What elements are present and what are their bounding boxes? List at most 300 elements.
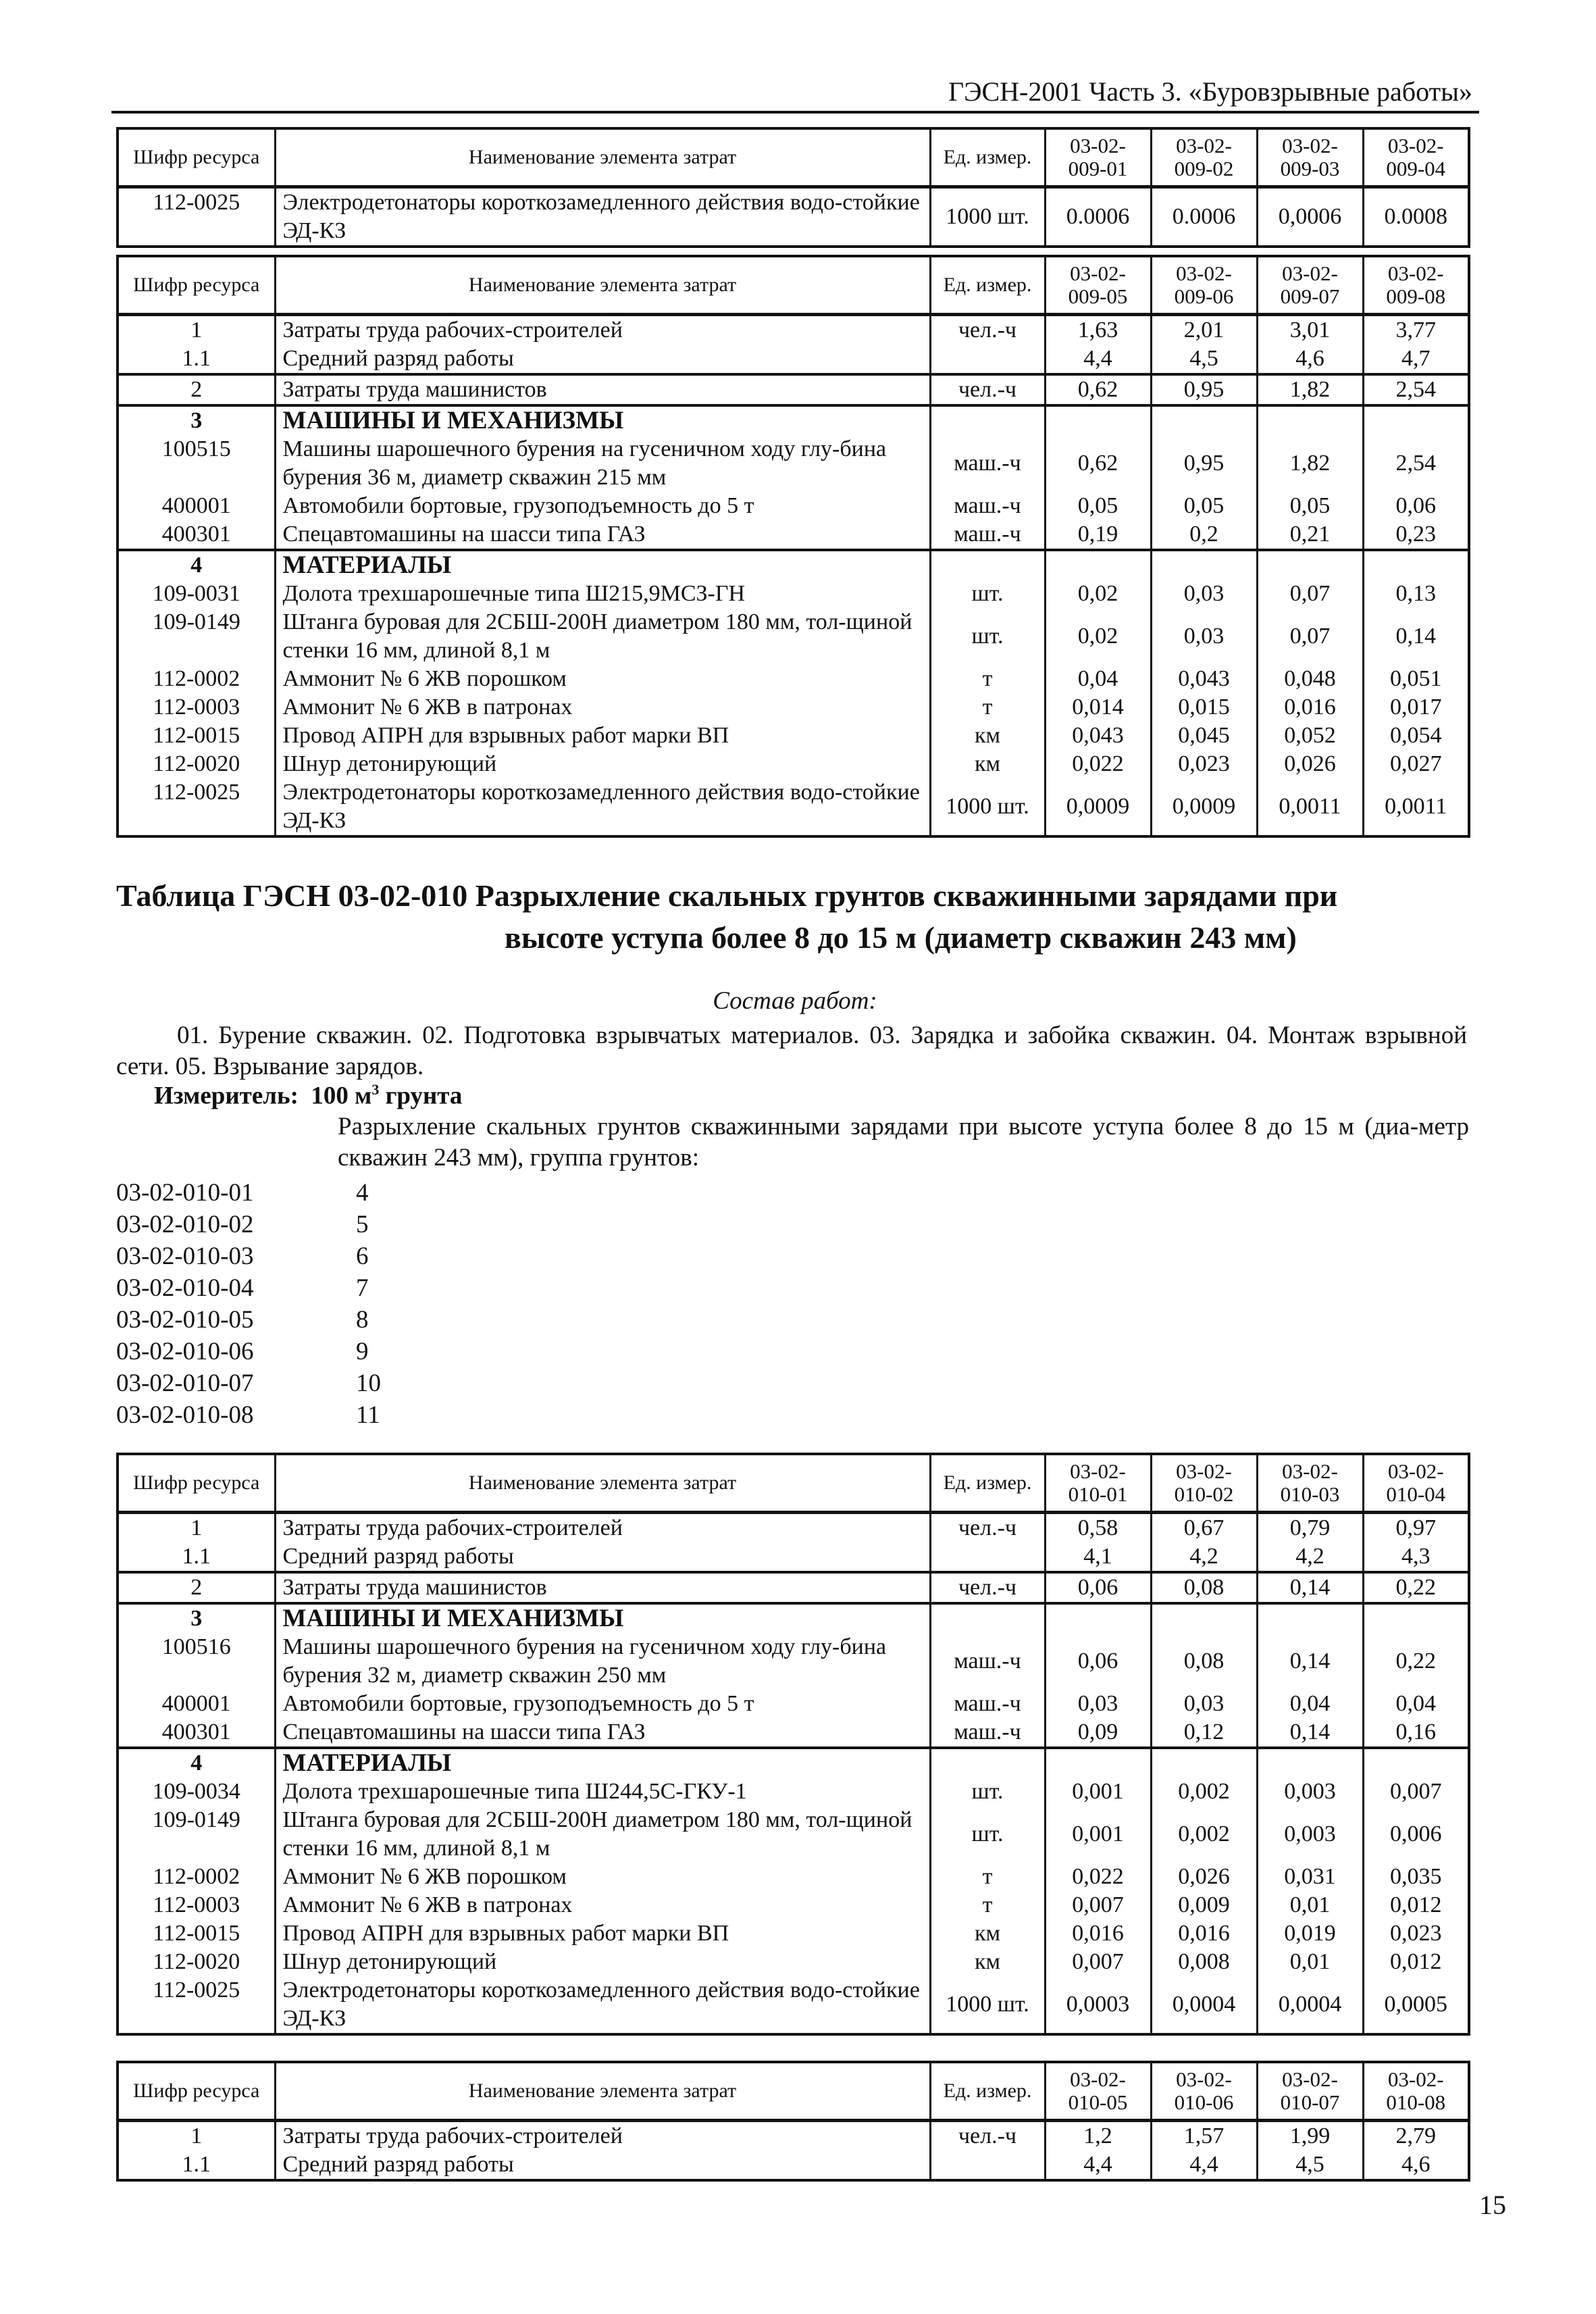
norm-value (1257, 550, 1363, 580)
resource-code: 112-0002 (118, 1863, 275, 1891)
norm-value: 4,5 (1151, 345, 1257, 374)
table-row (118, 1748, 1469, 1778)
variant-code-top: 03-02- (1387, 1459, 1444, 1483)
norm-value: 4,4 (1045, 345, 1151, 374)
column-header-name: Наименование элемента затрат (275, 1454, 930, 1513)
variant-code: 03-02-010-05 (116, 1306, 254, 1334)
norm-value: 0,051 (1363, 665, 1469, 693)
norm-value: 0,023 (1363, 1919, 1469, 1948)
norm-value: 0,0005 (1363, 1976, 1469, 2034)
variant-code-bottom: 009-03 (1280, 157, 1340, 180)
table-row (118, 750, 1469, 778)
cost-element-name: Аммонит № 6 ЖВ порошком (275, 665, 930, 693)
norm-value: 0,16 (1363, 1718, 1469, 1748)
norm-value: 0,043 (1151, 665, 1257, 693)
norm-value: 0,017 (1363, 693, 1469, 722)
column-header-code: Шифр ресурса (118, 1454, 275, 1513)
table-row (118, 1976, 1469, 2034)
resource-code: 112-0002 (118, 665, 275, 693)
variant-code-top: 03-02- (1070, 1459, 1126, 1483)
norm-value: 0.0008 (1363, 187, 1469, 247)
norm-value: 0,023 (1151, 750, 1257, 778)
cost-element-name: МАШИНЫ И МЕХАНИЗМЫ (275, 405, 930, 435)
variant-code-top: 03-02- (1387, 2067, 1444, 2091)
variant-code-top: 03-02- (1387, 261, 1444, 285)
norm-value: 0,0006 (1257, 187, 1363, 247)
column-header-code: Шифр ресурса (118, 256, 275, 315)
norm-value: 0.0006 (1151, 187, 1257, 247)
cost-element-name: Затраты труда машинистов (275, 374, 930, 405)
table-row (118, 608, 1469, 665)
variant-code: 03-02-010-04 (116, 1274, 254, 1302)
norm-value: 0,79 (1257, 1513, 1363, 1543)
table-row (118, 778, 1469, 836)
norm-value: 0,022 (1045, 750, 1151, 778)
unit-of-measure: чел.-ч (930, 2121, 1045, 2151)
norm-value: 0,08 (1151, 1633, 1257, 1690)
header-rule (111, 111, 1479, 114)
resource-code: 3 (118, 405, 275, 435)
unit-of-measure: шт. (930, 608, 1045, 665)
table-title-line-2: высоте уступа более 8 до 15 м (диаметр скважин 243 мм) (505, 920, 1297, 955)
norm-value (1151, 1603, 1257, 1633)
column-header-name: Наименование элемента затрат (275, 128, 930, 187)
resource-code: 1 (118, 2121, 275, 2151)
soil-group: 6 (356, 1242, 369, 1270)
cost-element-name: Автомобили бортовые, грузоподъемность до 5 т (275, 492, 930, 520)
norm-value (1045, 1748, 1151, 1778)
variant-list-item (116, 1272, 381, 1304)
norm-value: 0,008 (1151, 1948, 1257, 1976)
norm-value: 0,0011 (1363, 778, 1469, 836)
soil-group: 8 (356, 1306, 369, 1334)
table-row (118, 693, 1469, 722)
norms-table-009-01-04 (116, 127, 1470, 248)
norm-value (1363, 550, 1469, 580)
cost-element-name: Затраты труда рабочих-строителей (275, 2121, 930, 2151)
column-header-name: Наименование элемента затрат (275, 256, 930, 315)
soil-group: 7 (356, 1274, 369, 1302)
norm-value: 0,003 (1257, 1778, 1363, 1806)
norm-value: 0,0009 (1151, 778, 1257, 836)
variant-code-top: 03-02- (1282, 1459, 1338, 1483)
table-row (118, 1690, 1469, 1718)
resource-code: 1 (118, 315, 275, 345)
norm-value: 0,03 (1151, 1690, 1257, 1718)
cost-element-name: Автомобили бортовые, грузоподъемность до 5 т (275, 1690, 930, 1718)
norm-value: 0,007 (1363, 1778, 1469, 1806)
norm-value: 0,12 (1151, 1718, 1257, 1748)
norm-value: 0,22 (1363, 1633, 1469, 1690)
variant-list (116, 1177, 381, 1431)
norm-value: 1,2 (1045, 2121, 1151, 2151)
norm-value (1045, 1603, 1151, 1633)
unit-of-measure: маш.-ч (930, 1690, 1045, 1718)
norm-value: 4,2 (1151, 1542, 1257, 1572)
column-header-variant (1151, 256, 1257, 315)
norm-value: 0,009 (1151, 1891, 1257, 1919)
unit-of-measure: чел.-ч (930, 1513, 1045, 1543)
norm-value: 0,13 (1363, 580, 1469, 608)
column-header-variant (1363, 256, 1469, 315)
unit-of-measure: маш.-ч (930, 435, 1045, 492)
column-header-variant (1045, 128, 1151, 187)
norm-value (1045, 405, 1151, 435)
variant-code-bottom: 010-08 (1386, 2090, 1446, 2114)
resource-code: 1.1 (118, 2150, 275, 2180)
unit-of-measure: шт. (930, 580, 1045, 608)
unit-of-measure (930, 1603, 1045, 1633)
norm-value: 0,0004 (1257, 1976, 1363, 2034)
cost-element-name: Шнур детонирующий (275, 1948, 930, 1976)
variant-code-bottom: 010-02 (1174, 1482, 1234, 1506)
variant-code: 03-02-010-02 (116, 1211, 254, 1238)
norm-value: 0,054 (1363, 722, 1469, 750)
unit-of-measure: маш.-ч (930, 492, 1045, 520)
norm-value: 0,09 (1045, 1718, 1151, 1748)
column-header-variant (1257, 128, 1363, 187)
cost-element-name: МАТЕРИАЛЫ (275, 1748, 930, 1778)
column-header-variant (1151, 2062, 1257, 2121)
cost-element-name: Средний разряд работы (275, 1542, 930, 1572)
norm-value: 0,22 (1363, 1572, 1469, 1603)
cost-element-name: МАТЕРИАЛЫ (275, 550, 930, 580)
resource-code: 3 (118, 1603, 275, 1633)
resource-code: 109-0149 (118, 608, 275, 665)
norm-value: 0,03 (1151, 580, 1257, 608)
cost-element-name: Провод АПРН для взрывных работ марки ВП (275, 1919, 930, 1948)
norm-value: 0,14 (1257, 1718, 1363, 1748)
norm-value: 4,4 (1045, 2150, 1151, 2180)
norm-value: 4,6 (1257, 345, 1363, 374)
table-row (118, 492, 1469, 520)
meter-line (154, 1081, 462, 1110)
cost-element-name: Машины шарошечного бурения на гусеничном ходу глу-бина бурения 36 м, диаметр скважин 215 мм (275, 435, 930, 492)
variant-code-top: 03-02- (1176, 134, 1232, 157)
norm-value: 0,95 (1151, 435, 1257, 492)
norm-value: 0,19 (1045, 520, 1151, 550)
column-header-variant (1045, 1454, 1151, 1513)
unit-of-measure: км (930, 1919, 1045, 1948)
table-row (118, 374, 1469, 405)
norm-value: 0,026 (1151, 1863, 1257, 1891)
norm-value: 0,62 (1045, 435, 1151, 492)
header-row (118, 1454, 1469, 1513)
resource-code: 112-0015 (118, 1919, 275, 1948)
variant-list-item (116, 1336, 381, 1367)
column-header-variant (1257, 1454, 1363, 1513)
norms-table-010-05-08 (116, 2061, 1470, 2182)
table-row (118, 1718, 1469, 1748)
variant-code-bottom: 009-04 (1386, 157, 1446, 180)
resource-code: 400301 (118, 1718, 275, 1748)
norm-value: 0,035 (1363, 1863, 1469, 1891)
resource-code: 112-0025 (118, 1976, 275, 2034)
norm-value: 0,67 (1151, 1513, 1257, 1543)
resource-code: 100515 (118, 435, 275, 492)
table-row (118, 1863, 1469, 1891)
soil-group: 11 (356, 1401, 380, 1429)
table-row (118, 345, 1469, 374)
norm-value: 0,58 (1045, 1513, 1151, 1543)
cost-element-name: МАШИНЫ И МЕХАНИЗМЫ (275, 1603, 930, 1633)
norm-value: 0,045 (1151, 722, 1257, 750)
header-row (118, 128, 1469, 187)
norm-value: 0,08 (1151, 1572, 1257, 1603)
cost-element-name: Шнур детонирующий (275, 750, 930, 778)
variant-code-bottom: 009-08 (1386, 284, 1446, 308)
table-row (118, 1778, 1469, 1806)
norm-value: 1,99 (1257, 2121, 1363, 2151)
unit-of-measure: чел.-ч (930, 315, 1045, 345)
norm-value (1151, 405, 1257, 435)
unit-of-measure: т (930, 1891, 1045, 1919)
norm-value: 1,63 (1045, 315, 1151, 345)
norm-value: 0,016 (1257, 693, 1363, 722)
table-row (118, 2121, 1469, 2151)
norm-value: 0,06 (1045, 1633, 1151, 1690)
running-header: ГЭСН-2001 Часть 3. «Буровзрывные работы» (948, 76, 1472, 107)
unit-of-measure: шт. (930, 1778, 1045, 1806)
meter-label: Измеритель: (154, 1082, 299, 1110)
norm-value: 0,06 (1045, 1572, 1151, 1603)
variant-code-top: 03-02- (1176, 2067, 1232, 2091)
resource-code: 100516 (118, 1633, 275, 1690)
table-row (118, 580, 1469, 608)
variant-code-bottom: 009-02 (1174, 157, 1234, 180)
norm-value: 0,14 (1363, 608, 1469, 665)
resource-code: 2 (118, 1572, 275, 1603)
variant-code-top: 03-02- (1282, 134, 1338, 157)
unit-of-measure: шт. (930, 1806, 1045, 1863)
unit-of-measure: км (930, 750, 1045, 778)
norm-value: 0,23 (1363, 520, 1469, 550)
resource-code: 112-0025 (118, 187, 275, 247)
table-row (118, 1572, 1469, 1603)
norm-value (1257, 405, 1363, 435)
norm-value: 0,21 (1257, 520, 1363, 550)
resource-code: 1 (118, 1513, 275, 1543)
variant-list-item (116, 1367, 381, 1399)
table-title-line-1: Таблица ГЭСН 03-02-010 Разрыхление скальных грунтов скважинными зарядами при (116, 878, 1338, 913)
norm-value: 0,95 (1151, 374, 1257, 405)
cost-element-name: Средний разряд работы (275, 2150, 930, 2180)
variant-code: 03-02-010-06 (116, 1338, 254, 1365)
column-header-variant (1363, 2062, 1469, 2121)
unit-of-measure: т (930, 693, 1045, 722)
resource-code: 4 (118, 1748, 275, 1778)
norm-value: 0,016 (1151, 1919, 1257, 1948)
norm-value: 0,0003 (1045, 1976, 1151, 2034)
unit-of-measure (930, 1542, 1045, 1572)
norm-value: 0,031 (1257, 1863, 1363, 1891)
soil-group: 4 (356, 1179, 369, 1207)
norm-value: 0,2 (1151, 520, 1257, 550)
resource-code: 1.1 (118, 1542, 275, 1572)
cost-element-name: Машины шарошечного бурения на гусеничном ходу глу-бина бурения 32 м, диаметр скважин 250 мм (275, 1633, 930, 1690)
column-header-variant (1151, 128, 1257, 187)
table-row (118, 550, 1469, 580)
soil-group: 5 (356, 1211, 369, 1238)
cost-element-name: Затраты труда рабочих-строителей (275, 1513, 930, 1543)
meter-value: 100 м (311, 1082, 372, 1110)
resource-code: 400301 (118, 520, 275, 550)
variant-code-bottom: 009-07 (1280, 284, 1340, 308)
variant-code-top: 03-02- (1176, 261, 1232, 285)
variant-code: 03-02-010-08 (116, 1401, 254, 1429)
norm-value: 0,048 (1257, 665, 1363, 693)
header-row (118, 2062, 1469, 2121)
norm-value: 0,001 (1045, 1778, 1151, 1806)
norm-value (1257, 1603, 1363, 1633)
cost-element-name: Штанга буровая для 2СБШ-200Н диаметром 180 мм, тол-щиной стенки 16 мм, длиной 8,1 м (275, 1806, 930, 1863)
composition-label: Состав работ: (713, 987, 877, 1015)
table-row (118, 1891, 1469, 1919)
resource-code: 400001 (118, 492, 275, 520)
norm-value: 3,01 (1257, 315, 1363, 345)
table-row (118, 520, 1469, 550)
unit-of-measure (930, 1748, 1045, 1778)
norm-value: 0,07 (1257, 580, 1363, 608)
norm-value: 4,1 (1045, 1542, 1151, 1572)
cost-element-name: Электродетонаторы короткозамедленного действия водо-стойкие ЭД-КЗ (275, 187, 930, 247)
norm-value: 1,57 (1151, 2121, 1257, 2151)
unit-of-measure: т (930, 665, 1045, 693)
norm-value: 0,003 (1257, 1806, 1363, 1863)
norm-value: 0,02 (1045, 608, 1151, 665)
norm-value: 1,82 (1257, 374, 1363, 405)
variant-code: 03-02-010-01 (116, 1179, 254, 1207)
norm-value: 0,014 (1045, 693, 1151, 722)
column-header-unit: Ед. измер. (930, 256, 1045, 315)
resource-code: 112-0015 (118, 722, 275, 750)
norm-value: 0,04 (1045, 665, 1151, 693)
norm-value: 0,002 (1151, 1806, 1257, 1863)
norm-value: 0,027 (1363, 750, 1469, 778)
variant-code-top: 03-02- (1070, 261, 1126, 285)
unit-of-measure: км (930, 1948, 1045, 1976)
norm-value: 4,5 (1257, 2150, 1363, 2180)
norm-value: 3,77 (1363, 315, 1469, 345)
unit-of-measure: чел.-ч (930, 374, 1045, 405)
norms-table-010-01-04 (116, 1453, 1470, 2036)
norm-value: 1,82 (1257, 435, 1363, 492)
variant-code: 03-02-010-03 (116, 1242, 254, 1270)
variant-code: 03-02-010-07 (116, 1369, 254, 1397)
unit-of-measure: маш.-ч (930, 1633, 1045, 1690)
unit-of-measure: км (930, 722, 1045, 750)
norm-value: 0,019 (1257, 1919, 1363, 1948)
unit-of-measure: маш.-ч (930, 520, 1045, 550)
variant-code-bottom: 010-04 (1386, 1482, 1446, 1506)
norm-value: 0,05 (1257, 492, 1363, 520)
norm-value: 0,14 (1257, 1633, 1363, 1690)
variant-code-bottom: 009-01 (1068, 157, 1128, 180)
norm-value (1151, 1748, 1257, 1778)
variant-list-item (116, 1177, 381, 1209)
composition-text: 01. Бурение скважин. 02. Подготовка взрывчатых материалов. 03. Зарядка и забойка скважин. 04. Монтаж взрывной сети. 05. Взрывание зарядов. (116, 1022, 1467, 1080)
norm-value (1363, 1748, 1469, 1778)
variant-code-bottom: 010-07 (1280, 2090, 1340, 2114)
variant-code-top: 03-02- (1282, 261, 1338, 285)
norm-value: 0,015 (1151, 693, 1257, 722)
variant-code-bottom: 010-05 (1068, 2090, 1128, 2114)
unit-of-measure (930, 345, 1045, 374)
variant-list-item (116, 1209, 381, 1240)
unit-of-measure: т (930, 1863, 1045, 1891)
norm-value: 4,2 (1257, 1542, 1363, 1572)
table-row (118, 1603, 1469, 1633)
norm-value: 0,012 (1363, 1891, 1469, 1919)
variant-list-item (116, 1240, 381, 1272)
cost-element-name: Штанга буровая для 2СБШ-200Н диаметром 180 мм, тол-щиной стенки 16 мм, длиной 8,1 м (275, 608, 930, 665)
cost-element-name: Электродетонаторы короткозамедленного действия водо-стойкие ЭД-КЗ (275, 1976, 930, 2034)
resource-code: 112-0025 (118, 778, 275, 836)
norm-value: 0,01 (1257, 1948, 1363, 1976)
norm-value: 0,0004 (1151, 1976, 1257, 2034)
variant-code-bottom: 010-06 (1174, 2090, 1234, 2114)
variant-code-bottom: 010-03 (1280, 1482, 1340, 1506)
norm-value: 0,07 (1257, 608, 1363, 665)
norm-value: 0,04 (1257, 1690, 1363, 1718)
norm-value: 0.0006 (1045, 187, 1151, 247)
variant-code-top: 03-02- (1070, 134, 1126, 157)
norm-value: 0,0011 (1257, 778, 1363, 836)
cost-element-name: Спецавтомашины на шасси типа ГАЗ (275, 520, 930, 550)
norm-value: 0,04 (1363, 1690, 1469, 1718)
norm-value: 0,03 (1151, 608, 1257, 665)
table-row (118, 665, 1469, 693)
table-row (118, 1513, 1469, 1543)
cost-element-name: Аммонит № 6 ЖВ порошком (275, 1863, 930, 1891)
column-header-unit: Ед. измер. (930, 2062, 1045, 2121)
table-row (118, 1633, 1469, 1690)
cost-element-name: Электродетонаторы короткозамедленного действия водо-стойкие ЭД-КЗ (275, 778, 930, 836)
table-row (118, 405, 1469, 435)
resource-code: 112-0020 (118, 750, 275, 778)
norm-value: 0,016 (1045, 1919, 1151, 1948)
norm-value: 0,0009 (1045, 778, 1151, 836)
variant-description: Разрыхление скальных грунтов скважинными зарядами при высоте уступа более 8 до 15 м (диа-метр скважин 243 мм), группа грунтов: (338, 1113, 1469, 1172)
table-row (118, 2150, 1469, 2180)
unit-of-measure: 1000 шт. (930, 1976, 1045, 2034)
resource-code: 112-0020 (118, 1948, 275, 1976)
norm-value: 2,54 (1363, 374, 1469, 405)
table-title (116, 875, 1474, 959)
resource-code: 4 (118, 550, 275, 580)
norm-value: 0,06 (1363, 492, 1469, 520)
norm-value: 0,022 (1045, 1863, 1151, 1891)
variant-list-item (116, 1399, 381, 1431)
column-header-code: Шифр ресурса (118, 128, 275, 187)
resource-code: 2 (118, 374, 275, 405)
column-header-variant (1363, 128, 1469, 187)
header-row (118, 256, 1469, 315)
norm-value: 0,002 (1151, 1778, 1257, 1806)
column-header-variant (1257, 256, 1363, 315)
norm-value: 0,006 (1363, 1806, 1469, 1863)
column-header-code: Шифр ресурса (118, 2062, 275, 2121)
cost-element-name: Аммонит № 6 ЖВ в патронах (275, 693, 930, 722)
norm-value: 0,001 (1045, 1806, 1151, 1863)
norm-value: 0,14 (1257, 1572, 1363, 1603)
norm-value (1151, 550, 1257, 580)
norm-value: 4,3 (1363, 1542, 1469, 1572)
resource-code: 109-0149 (118, 1806, 275, 1863)
norm-value: 0,05 (1151, 492, 1257, 520)
resource-code: 112-0003 (118, 693, 275, 722)
variant-code-top: 03-02- (1070, 2067, 1126, 2091)
